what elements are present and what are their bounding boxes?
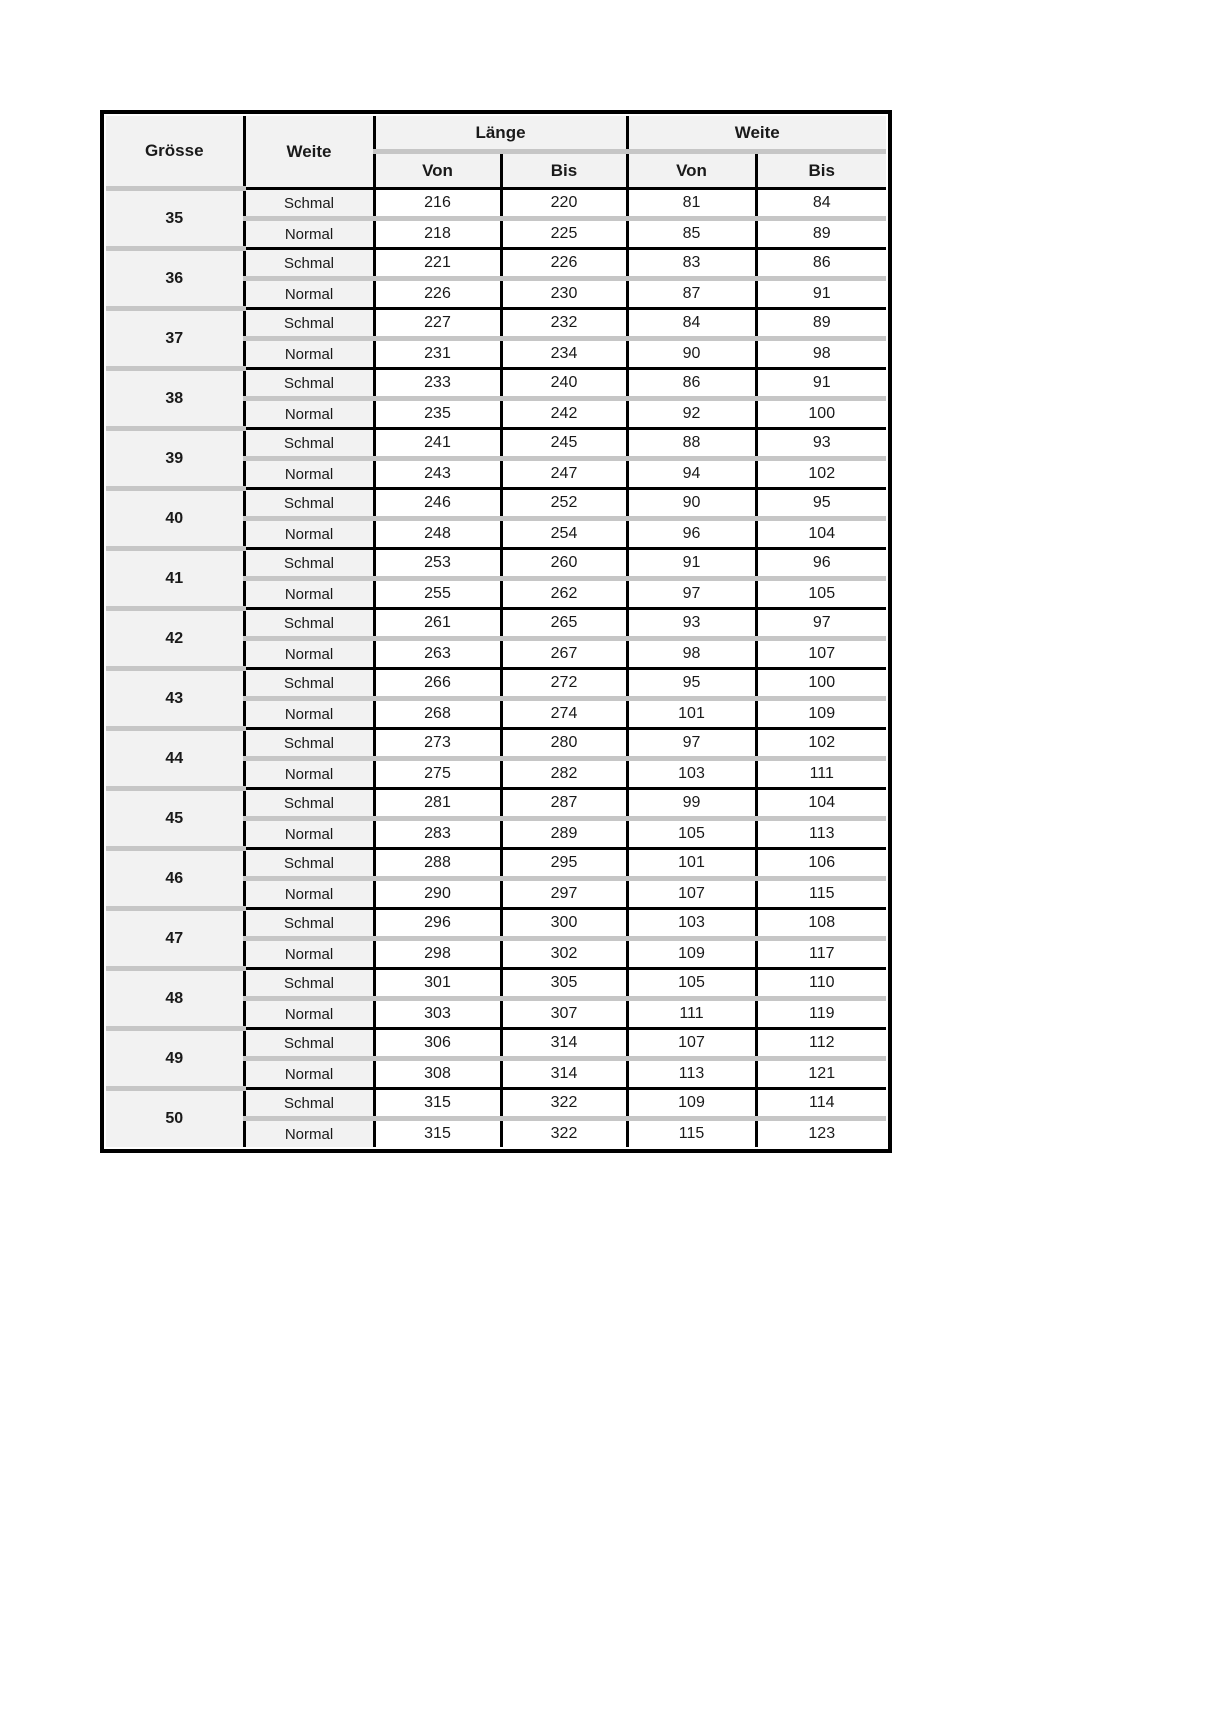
laenge-von-cell: 227: [374, 309, 501, 339]
weite-bis-cell: 91: [756, 369, 886, 399]
laenge-von-cell: 221: [374, 249, 501, 279]
weite-von-cell: 81: [627, 189, 756, 219]
laenge-von-cell: 231: [374, 339, 501, 369]
laenge-bis-cell: 302: [501, 939, 627, 969]
weite-bis-cell: 110: [756, 969, 886, 999]
width-label-cell: Schmal: [244, 429, 374, 459]
laenge-von-cell: 273: [374, 729, 501, 759]
size-cell: 43: [106, 669, 244, 729]
width-label-cell: Schmal: [244, 909, 374, 939]
size-cell: 36: [106, 249, 244, 309]
laenge-von-cell: 218: [374, 219, 501, 249]
laenge-von-cell: 266: [374, 669, 501, 699]
laenge-von-cell: 288: [374, 849, 501, 879]
weite-von-cell: 113: [627, 1059, 756, 1089]
table-row: [106, 669, 886, 699]
width-label-cell: Normal: [244, 759, 374, 789]
weite-bis-cell: 114: [756, 1089, 886, 1119]
width-label-cell: Schmal: [244, 1089, 374, 1119]
laenge-von-cell: 268: [374, 699, 501, 729]
laenge-bis-cell: 272: [501, 669, 627, 699]
column-header-weite: Weite: [244, 116, 374, 189]
width-label-cell: Normal: [244, 999, 374, 1029]
table-row: [106, 789, 886, 819]
size-cell: 46: [106, 849, 244, 909]
weite-von-cell: 91: [627, 549, 756, 579]
width-label-cell: Schmal: [244, 849, 374, 879]
laenge-bis-cell: 245: [501, 429, 627, 459]
laenge-bis-cell: 295: [501, 849, 627, 879]
weite-von-cell: 84: [627, 309, 756, 339]
weite-bis-cell: 97: [756, 609, 886, 639]
weite-von-cell: 101: [627, 699, 756, 729]
width-label-cell: Normal: [244, 819, 374, 849]
laenge-bis-cell: 289: [501, 819, 627, 849]
laenge-bis-cell: 254: [501, 519, 627, 549]
shoe-size-table: [106, 116, 886, 1147]
width-label-cell: Normal: [244, 219, 374, 249]
weite-von-cell: 85: [627, 219, 756, 249]
laenge-bis-cell: 225: [501, 219, 627, 249]
size-cell: 48: [106, 969, 244, 1029]
table-row: [106, 609, 886, 639]
laenge-von-cell: 298: [374, 939, 501, 969]
laenge-von-cell: 308: [374, 1059, 501, 1089]
table-row: [106, 729, 886, 759]
laenge-von-cell: 216: [374, 189, 501, 219]
laenge-bis-cell: 300: [501, 909, 627, 939]
width-label-cell: Normal: [244, 339, 374, 369]
laenge-von-cell: 263: [374, 639, 501, 669]
weite-von-cell: 95: [627, 669, 756, 699]
weite-von-cell: 97: [627, 579, 756, 609]
weite-von-cell: 101: [627, 849, 756, 879]
width-label-cell: Normal: [244, 399, 374, 429]
group-header-laenge: Länge: [374, 116, 627, 152]
weite-von-cell: 109: [627, 1089, 756, 1119]
laenge-von-cell: 246: [374, 489, 501, 519]
width-label-cell: Normal: [244, 1059, 374, 1089]
width-label-cell: Schmal: [244, 669, 374, 699]
laenge-von-cell: 255: [374, 579, 501, 609]
laenge-bis-cell: 242: [501, 399, 627, 429]
laenge-von-cell: 283: [374, 819, 501, 849]
weite-bis-cell: 108: [756, 909, 886, 939]
laenge-bis-cell: 307: [501, 999, 627, 1029]
weite-bis-cell: 95: [756, 489, 886, 519]
width-label-cell: Schmal: [244, 729, 374, 759]
laenge-bis-cell: 247: [501, 459, 627, 489]
weite-von-cell: 86: [627, 369, 756, 399]
weite-von-cell: 107: [627, 1029, 756, 1059]
weite-bis-cell: 113: [756, 819, 886, 849]
size-cell: 41: [106, 549, 244, 609]
size-cell: 38: [106, 369, 244, 429]
laenge-von-cell: 281: [374, 789, 501, 819]
laenge-von-cell: 248: [374, 519, 501, 549]
laenge-bis-cell: 282: [501, 759, 627, 789]
laenge-von-cell: 261: [374, 609, 501, 639]
width-label-cell: Schmal: [244, 489, 374, 519]
weite-bis-cell: 104: [756, 789, 886, 819]
laenge-von-cell: 275: [374, 759, 501, 789]
weite-von-cell: 103: [627, 909, 756, 939]
weite-bis-cell: 106: [756, 849, 886, 879]
width-label-cell: Schmal: [244, 969, 374, 999]
weite-von-cell: 97: [627, 729, 756, 759]
laenge-bis-cell: 267: [501, 639, 627, 669]
laenge-bis-cell: 220: [501, 189, 627, 219]
weite-bis-cell: 119: [756, 999, 886, 1029]
laenge-von-cell: 303: [374, 999, 501, 1029]
laenge-bis-cell: 322: [501, 1089, 627, 1119]
weite-bis-cell: 93: [756, 429, 886, 459]
laenge-bis-cell: 280: [501, 729, 627, 759]
size-cell: 42: [106, 609, 244, 669]
weite-bis-cell: 104: [756, 519, 886, 549]
laenge-von-cell: 301: [374, 969, 501, 999]
laenge-bis-cell: 240: [501, 369, 627, 399]
table-body: [106, 189, 886, 1148]
table-row: [106, 249, 886, 279]
table-row: [106, 909, 886, 939]
weite-bis-cell: 102: [756, 729, 886, 759]
laenge-bis-cell: 297: [501, 879, 627, 909]
weite-bis-cell: 105: [756, 579, 886, 609]
width-label-cell: Normal: [244, 459, 374, 489]
weite-bis-cell: 117: [756, 939, 886, 969]
table-row: [106, 489, 886, 519]
weite-bis-cell: 102: [756, 459, 886, 489]
weite-bis-cell: 89: [756, 219, 886, 249]
weite-von-cell: 105: [627, 819, 756, 849]
laenge-von-cell: 290: [374, 879, 501, 909]
header-row-groups: [106, 116, 886, 152]
weite-bis-cell: 84: [756, 189, 886, 219]
width-label-cell: Schmal: [244, 1029, 374, 1059]
weite-von-cell: 105: [627, 969, 756, 999]
width-label-cell: Normal: [244, 1119, 374, 1148]
table-row: [106, 849, 886, 879]
laenge-bis-cell: 252: [501, 489, 627, 519]
size-cell: 49: [106, 1029, 244, 1089]
weite-von-cell: 90: [627, 339, 756, 369]
weite-bis-cell: 121: [756, 1059, 886, 1089]
weite-bis-cell: 112: [756, 1029, 886, 1059]
width-label-cell: Normal: [244, 879, 374, 909]
weite-bis-cell: 98: [756, 339, 886, 369]
width-label-cell: Schmal: [244, 789, 374, 819]
laenge-bis-cell: 287: [501, 789, 627, 819]
laenge-von-cell: 243: [374, 459, 501, 489]
laenge-von-cell: 233: [374, 369, 501, 399]
size-cell: 47: [106, 909, 244, 969]
weite-von-cell: 87: [627, 279, 756, 309]
laenge-bis-cell: 265: [501, 609, 627, 639]
width-label-cell: Schmal: [244, 309, 374, 339]
weite-bis-cell: 123: [756, 1119, 886, 1148]
laenge-bis-cell: 322: [501, 1119, 627, 1148]
weite-bis-cell: 100: [756, 669, 886, 699]
weite-bis-cell: 89: [756, 309, 886, 339]
size-cell: 40: [106, 489, 244, 549]
table-header: [106, 116, 886, 189]
table-row: [106, 1029, 886, 1059]
weite-bis-cell: 96: [756, 549, 886, 579]
laenge-von-cell: 315: [374, 1119, 501, 1148]
width-label-cell: Normal: [244, 699, 374, 729]
laenge-von-cell: 241: [374, 429, 501, 459]
table-row: [106, 369, 886, 399]
size-cell: 37: [106, 309, 244, 369]
laenge-bis-cell: 262: [501, 579, 627, 609]
weite-bis-cell: 100: [756, 399, 886, 429]
weite-von-cell: 98: [627, 639, 756, 669]
laenge-bis-cell: 305: [501, 969, 627, 999]
width-label-cell: Normal: [244, 579, 374, 609]
weite-von-cell: 111: [627, 999, 756, 1029]
weite-von-cell: 115: [627, 1119, 756, 1148]
size-cell: 45: [106, 789, 244, 849]
subheader-weite-von: Von: [627, 152, 756, 189]
laenge-von-cell: 315: [374, 1089, 501, 1119]
weite-bis-cell: 109: [756, 699, 886, 729]
laenge-bis-cell: 314: [501, 1029, 627, 1059]
weite-bis-cell: 107: [756, 639, 886, 669]
size-cell: 50: [106, 1089, 244, 1148]
laenge-von-cell: 226: [374, 279, 501, 309]
group-header-weite: Weite: [627, 116, 886, 152]
laenge-von-cell: 253: [374, 549, 501, 579]
laenge-von-cell: 296: [374, 909, 501, 939]
weite-von-cell: 83: [627, 249, 756, 279]
laenge-bis-cell: 274: [501, 699, 627, 729]
subheader-laenge-bis: Bis: [501, 152, 627, 189]
table-row: [106, 1089, 886, 1119]
weite-von-cell: 103: [627, 759, 756, 789]
table-row: [106, 429, 886, 459]
width-label-cell: Schmal: [244, 369, 374, 399]
weite-von-cell: 96: [627, 519, 756, 549]
width-label-cell: Normal: [244, 279, 374, 309]
column-header-groesse: Grösse: [106, 116, 244, 189]
weite-von-cell: 109: [627, 939, 756, 969]
table-row: [106, 969, 886, 999]
width-label-cell: Schmal: [244, 549, 374, 579]
weite-von-cell: 92: [627, 399, 756, 429]
table-row: [106, 549, 886, 579]
laenge-bis-cell: 260: [501, 549, 627, 579]
width-label-cell: Schmal: [244, 189, 374, 219]
weite-von-cell: 90: [627, 489, 756, 519]
weite-von-cell: 88: [627, 429, 756, 459]
weite-bis-cell: 86: [756, 249, 886, 279]
weite-bis-cell: 91: [756, 279, 886, 309]
weite-von-cell: 94: [627, 459, 756, 489]
laenge-von-cell: 235: [374, 399, 501, 429]
size-cell: 44: [106, 729, 244, 789]
laenge-bis-cell: 234: [501, 339, 627, 369]
laenge-bis-cell: 230: [501, 279, 627, 309]
table-row: [106, 309, 886, 339]
table-row: [106, 189, 886, 219]
laenge-bis-cell: 232: [501, 309, 627, 339]
width-label-cell: Normal: [244, 939, 374, 969]
size-cell: 39: [106, 429, 244, 489]
weite-von-cell: 93: [627, 609, 756, 639]
weite-bis-cell: 111: [756, 759, 886, 789]
width-label-cell: Normal: [244, 519, 374, 549]
weite-von-cell: 99: [627, 789, 756, 819]
width-label-cell: Schmal: [244, 609, 374, 639]
subheader-weite-bis: Bis: [756, 152, 886, 189]
weite-von-cell: 107: [627, 879, 756, 909]
laenge-von-cell: 306: [374, 1029, 501, 1059]
laenge-bis-cell: 314: [501, 1059, 627, 1089]
width-label-cell: Normal: [244, 639, 374, 669]
weite-bis-cell: 115: [756, 879, 886, 909]
subheader-laenge-von: Von: [374, 152, 501, 189]
width-label-cell: Schmal: [244, 249, 374, 279]
size-chart-sheet: [100, 110, 892, 1153]
size-cell: 35: [106, 189, 244, 249]
laenge-bis-cell: 226: [501, 249, 627, 279]
